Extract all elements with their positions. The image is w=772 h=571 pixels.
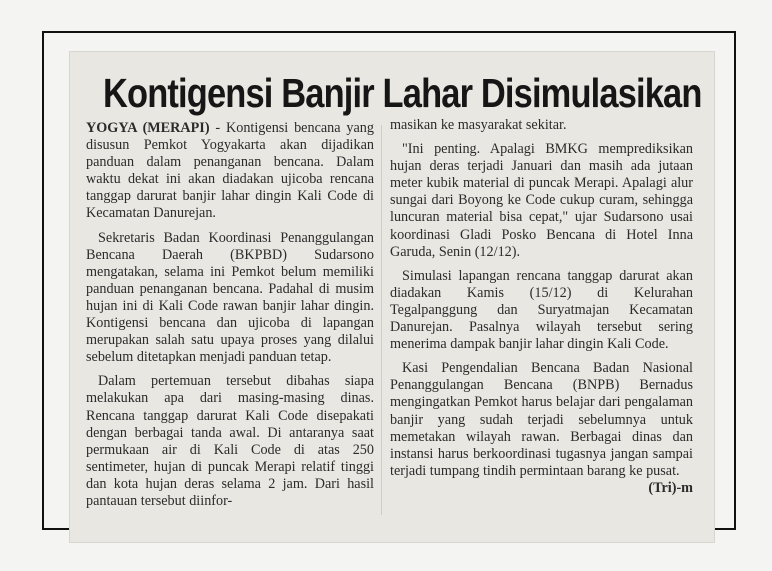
paragraph: Simulasi lapangan rencana tanggap darurat akan diadakan Kamis (15/12) di Kelurahan Tegalpanggung dan Suryatmajan Kecamatan Danurejan. Pasalnya wilayah tersebut sering menerima dampak banjir lahar dingin Kali Code. [390, 267, 693, 353]
paragraph-text: Kasi Pengendalian Bencana Badan Nasional Penanggulangan Bencana (BNPB) Bernadus mengingatkan Pemkot harus belajar dari pengalaman banjir yang sudah terjadi sebelumnya untuk memetakan wilayah rawan. Berbagai dinas dan instansi harus berkoordinasi tugasnya jangan sampai terjadi tumpang tindih permintaan barang ke pusat. [390, 360, 693, 479]
paragraph [390, 360, 693, 496]
byline: (Tri)-m [648, 479, 693, 496]
article-column-left [86, 120, 374, 517]
article-headline: Kontigensi Banjir Lahar Disimulasikan [103, 70, 702, 116]
scan-frame-top [42, 31, 736, 33]
dateline: YOGYA (MERAPI) [86, 120, 210, 136]
paragraph: Dalam pertemuan tersebut dibahas siapa melakukan apa dari masing-masing dinas. Rencana tanggap darurat Kali Code disepakati dengan berbagai tanda awal. Di antaranya saat permukaan air di Kali Code di atas 250 sentimeter, hujan di puncak Merapi relatif tinggi dan kota hujan deras selama 2 jam. Dari hasil pantauan tersebut diinfor- [86, 373, 374, 509]
paragraph: Sekretaris Badan Koordinasi Penanggulangan Bencana Daerah (BKPBD) Sudarsono mengatakan, selama ini Pemkot belum memiliki panduan penanganan bencana. Padahal di musim hujan ini di Kali Code rawan banjir lahar dingin. Kontigensi bencana dan ujicoba di lapangan merupakan salah satu upaya proses yang dilalui sebelum ditetapkan menjadi panduan tetap. [86, 229, 374, 366]
paragraph: "Ini penting. Apalagi BMKG memprediksikan hujan deras terjadi Januari dan masih ada jutaan meter kubik material di puncak Merapi. Apalagi alur sungai dari Boyong ke Code cukup curam, sehingga luncuran material bisa cepat," ujar Sudarsono usai koordinasi Gladi Posko Bencana di Hotel Inna Garuda, Senin (12/12). [390, 141, 693, 260]
scan-frame-left [42, 31, 44, 530]
article-column-right [390, 117, 693, 497]
scan-frame-right [734, 31, 736, 530]
column-divider [381, 125, 382, 515]
paragraph [86, 120, 374, 223]
paragraph-text: - Kontigensi bencana yang disusun Pemkot Yogyakarta akan dijadikan panduan dalam penanganan bencana. Dalam waktu dekat ini akan diadakan ujicoba rencana tanggap darurat banjir lahar dingin Kali Code di Kecamatan Danurejan. [86, 120, 374, 222]
paragraph: masikan ke masyarakat sekitar. [390, 117, 567, 133]
